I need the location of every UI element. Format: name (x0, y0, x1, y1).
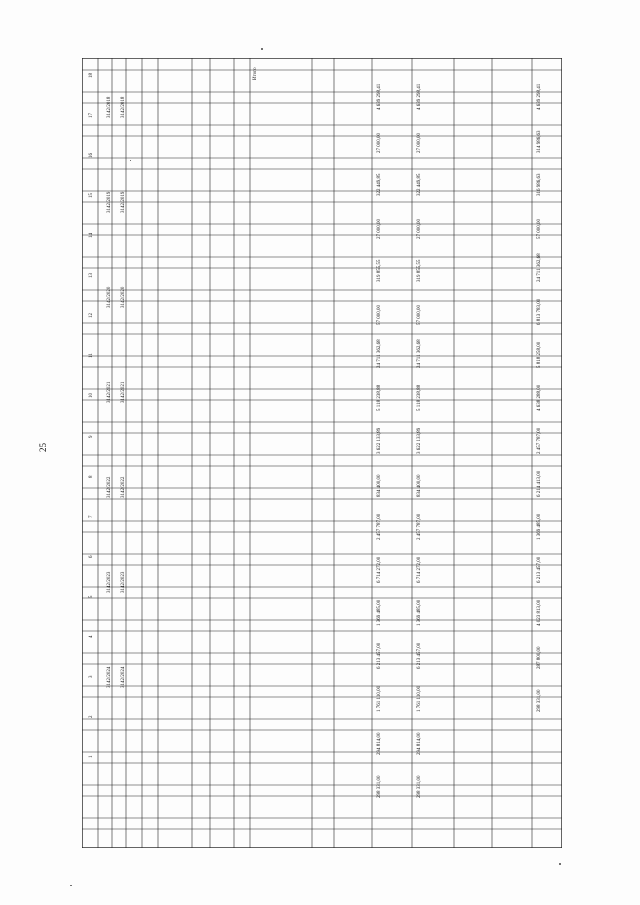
header-number: 18 (89, 73, 94, 78)
amount-cell: 57 000,00 (417, 305, 422, 325)
scan-speck (70, 885, 72, 886)
amount-cell: 316 986,63 (537, 173, 542, 196)
header-number: 9 (89, 435, 94, 438)
amount-cell: 4 023 813,00 (537, 599, 542, 626)
row-label: 3142/2019 (107, 191, 112, 213)
page-number: 25 (38, 443, 48, 452)
header-number: 3 (89, 675, 94, 678)
row-label: 3142/2024 (121, 666, 126, 688)
amount-cell: 3 622 133,89 (417, 427, 422, 454)
amount-cell: 27 000,00 (417, 133, 422, 153)
row-label: 3142/2022 (107, 476, 112, 498)
amount-cell: 4 639 298,41 (377, 83, 382, 110)
rotated-table (82, 58, 562, 848)
header-number: 16 (89, 153, 94, 158)
amount-cell: 287 800,00 (537, 646, 542, 669)
amount-cell: 319 855,55 (377, 259, 382, 282)
header-number: 11 (89, 353, 94, 358)
amount-cell: 27 000,00 (417, 219, 422, 239)
amount-cell: 4 639 298,41 (417, 83, 422, 110)
amount-cell: 4 638 288,00 (537, 384, 542, 411)
header-number: 10 (89, 393, 94, 398)
row-label: 3142/2023 (107, 571, 112, 593)
amount-cell: 57 000,00 (377, 305, 382, 325)
header-number: 4 (89, 635, 94, 638)
amount-cell: 6 714 272,00 (417, 556, 422, 583)
amount-cell: 5 118 238,88 (417, 384, 422, 411)
amount-cell: 314 986,63 (537, 130, 542, 153)
row-label: 3142/2022 (121, 476, 126, 498)
amount-cell: 27 000,00 (377, 219, 382, 239)
section-heading: Итого (253, 67, 258, 80)
amount-cell: 319 855,55 (417, 259, 422, 282)
row-label: 3142/2024 (107, 666, 112, 688)
amount-cell: 834 400,00 (377, 474, 382, 497)
amount-cell: 6 214 413,00 (537, 470, 542, 497)
amount-cell: 2 457 787,00 (417, 513, 422, 540)
row-label: 3142/2020 (107, 286, 112, 308)
header-number: 1 (89, 755, 94, 758)
row-label: 3142/2020 (121, 286, 126, 308)
amount-cell: 1 369 485,00 (417, 599, 422, 626)
amount-cell: 5 118 238,88 (377, 384, 382, 411)
amount-cell: 6 714 272,00 (377, 556, 382, 583)
header-number: 2 (89, 715, 94, 718)
amount-cell: 6 213 457,00 (417, 642, 422, 669)
amount-cell: 322 449,85 (377, 173, 382, 196)
header-number: 7 (89, 515, 94, 518)
row-label: 3142/2018 (121, 96, 126, 118)
amount-cell: 1 369 485,00 (537, 513, 542, 540)
amount-cell: 1 761 110,00 (377, 685, 382, 712)
row-label: 3142/2021 (121, 381, 126, 403)
row-label: 3142/2019 (121, 191, 126, 213)
amount-cell: 834 400,00 (417, 474, 422, 497)
amount-cell: 298 331,00 (377, 775, 382, 798)
row-label: 3142/2018 (107, 96, 112, 118)
amount-cell: 24 711 362,68 (377, 339, 382, 368)
amount-cell: 298 331,00 (417, 775, 422, 798)
amount-cell: 6 213 457,00 (377, 642, 382, 669)
row-label: 3142/2023 (121, 571, 126, 593)
header-number: 17 (89, 113, 94, 118)
header-number: 5 (89, 595, 94, 598)
amount-cell: 24 711 362,68 (537, 253, 542, 282)
scan-speck (559, 863, 561, 865)
amount-cell: 2 457 787,00 (377, 513, 382, 540)
amount-cell: 322 449,85 (417, 173, 422, 196)
amount-cell: 1 369 485,00 (377, 599, 382, 626)
amount-cell: 57 000,00 (537, 219, 542, 239)
header-number: 8 (89, 475, 94, 478)
amount-cell: 6 213 457,00 (537, 556, 542, 583)
header-number: 13 (89, 273, 94, 278)
amount-cell: 6 813 783,00 (537, 298, 542, 325)
amount-cell: 2 457 787,00 (537, 427, 542, 454)
header-number: 12 (89, 313, 94, 318)
amount-cell: 24 711 362,68 (417, 339, 422, 368)
amount-cell: 4 639 298,41 (537, 83, 542, 110)
amount-cell: 294 814,00 (417, 732, 422, 755)
amount-cell: 1 761 110,00 (417, 685, 422, 712)
amount-cell: 3 622 133,89 (377, 427, 382, 454)
header-number: 6 (89, 555, 94, 558)
amount-cell: 27 000,00 (377, 133, 382, 153)
scan-speck (261, 48, 263, 50)
table-grid (82, 58, 562, 848)
header-number: 14 (89, 233, 94, 238)
amount-cell: 298 331,00 (537, 689, 542, 712)
amount-cell: 5 818 258,00 (537, 341, 542, 368)
amount-cell: 294 814,00 (377, 732, 382, 755)
row-label: 3142/2021 (107, 381, 112, 403)
header-number: 15 (89, 193, 94, 198)
